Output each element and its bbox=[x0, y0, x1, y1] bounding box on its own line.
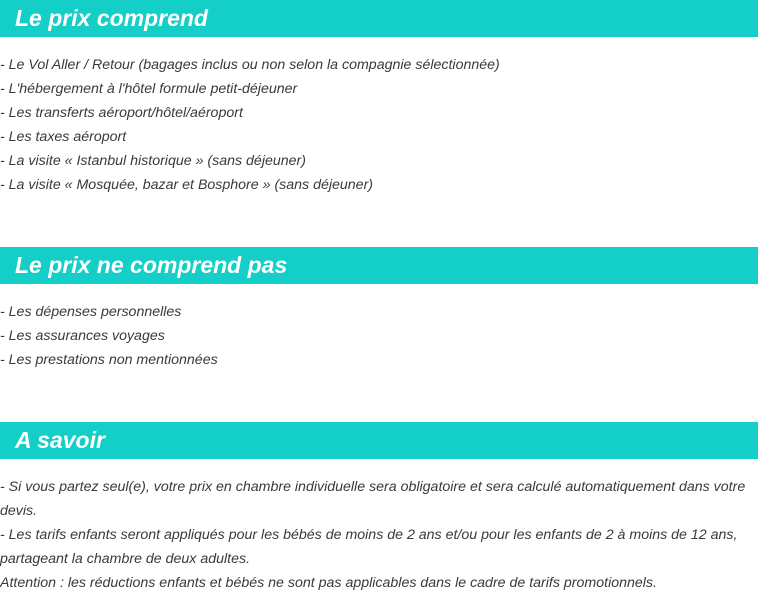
good-to-know-list bbox=[0, 475, 758, 595]
section-title: Le prix ne comprend pas bbox=[15, 252, 288, 278]
list-item: - Les assurances voyages bbox=[0, 328, 165, 344]
list-item: - Les transferts aéroport/hôtel/aéroport bbox=[0, 105, 243, 121]
list-item: - La visite « Istanbul historique » (sans déjeuner) bbox=[0, 153, 306, 169]
not-included-list bbox=[0, 300, 758, 372]
section-header-not-included bbox=[0, 247, 758, 284]
list-item: - Le Vol Aller / Retour (bagages inclus ou non selon la compagnie sélectionnée) bbox=[0, 57, 500, 73]
attention-note: Attention : les réductions enfants et bébés ne sont pas applicables dans le cadre de tarifs promotionnels. bbox=[0, 575, 657, 591]
section-header-good-to-know bbox=[0, 422, 758, 459]
list-item: - Les tarifs enfants seront appliqués pour les bébés de moins de 2 ans et/ou pour les enfants de 2 à moins de 12 ans, partageant la chambre de deux adultes. bbox=[0, 527, 738, 567]
section-header-included bbox=[0, 0, 758, 37]
list-item: - Les dépenses personnelles bbox=[0, 304, 182, 320]
section-title: Le prix comprend bbox=[15, 5, 208, 31]
list-item: - L'hébergement à l'hôtel formule petit-déjeuner bbox=[0, 81, 298, 97]
list-item: - Si vous partez seul(e), votre prix en chambre individuelle sera obligatoire et sera calculé automatiquement dans votre devis. bbox=[0, 479, 746, 519]
list-item: - Les taxes aéroport bbox=[0, 129, 127, 145]
list-item: - Les prestations non mentionnées bbox=[0, 352, 218, 368]
list-item: - La visite « Mosquée, bazar et Bosphore » (sans déjeuner) bbox=[0, 177, 374, 193]
section-title: A savoir bbox=[15, 427, 105, 453]
included-list bbox=[0, 53, 758, 197]
